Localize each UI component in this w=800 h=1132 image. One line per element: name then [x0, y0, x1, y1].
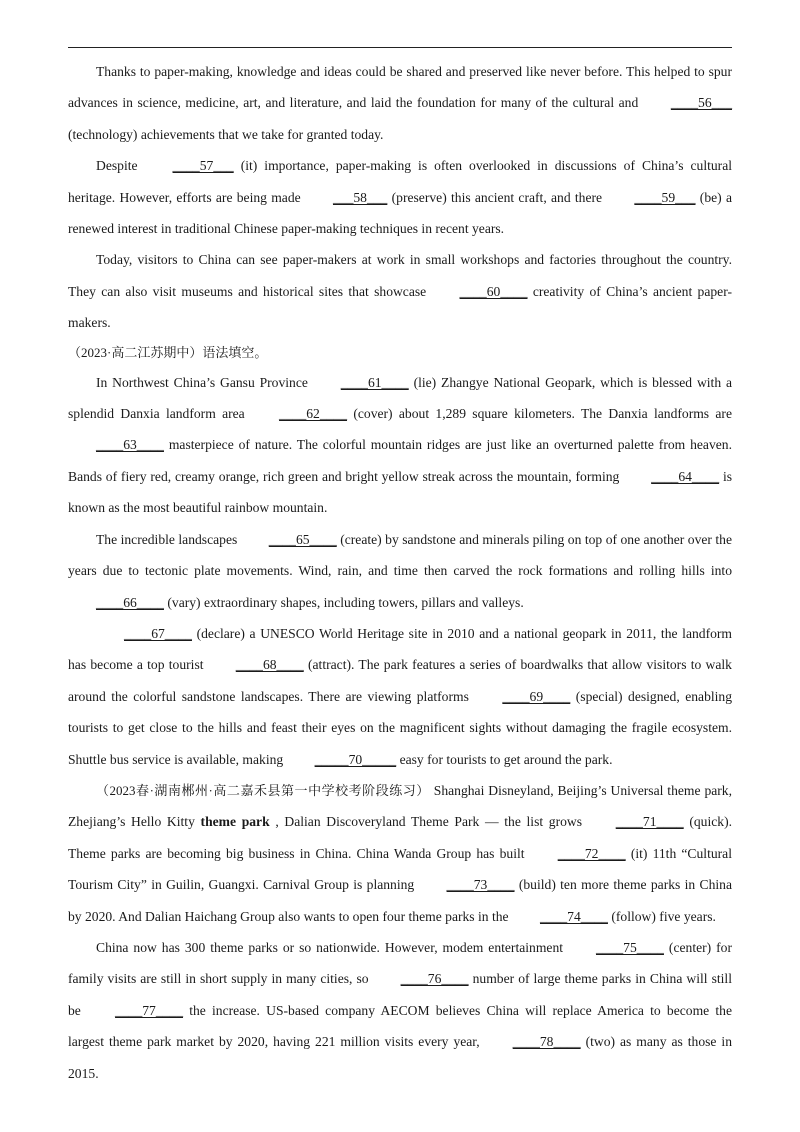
blank-56[interactable]: ____56___	[670, 95, 733, 111]
blank-60[interactable]: ____60____	[459, 283, 528, 299]
blank-67[interactable]: ____67____	[124, 625, 192, 641]
paragraph: The incredible landscapes ____65____ (create) by sandstone and minerals piling on top of one another over the years due to tectonic plate movements. Wind, rain, and time then carved the rock formations and rolling hills into ____66____ (vary) extraordinary shapes, including towers, pillars and valleys.	[68, 524, 732, 618]
paragraph: Despite ____57___ (it) importance, paper-making is often overlooked in discussions of China’s cultural heritage. However, efforts are being made ___58___ (preserve) this ancient craft, and there ____59___ (be) a renewed interest in traditional Chinese paper-making techniques in recent years.	[68, 150, 732, 244]
paragraph: Today, visitors to China can see paper-makers at work in small workshops and factories throughout the country. They can also visit museums and historical sites that showcase ____60____ creativity of China’s ancient paper-makers.	[68, 252, 732, 331]
blank-74[interactable]: ____74____	[539, 908, 608, 924]
blank-65[interactable]: ____65____	[268, 531, 337, 547]
blank-59[interactable]: ____59___	[634, 189, 696, 205]
blank-61[interactable]: ____61____	[340, 374, 409, 390]
blank-57[interactable]: ____57___	[172, 158, 234, 174]
blank-71[interactable]: ____71____	[615, 814, 684, 830]
paragraph: Thanks to paper-making, knowledge and ideas could be shared and preserved like never before. This helped to spur advances in science, medicine, art, and literature, and laid the foundation for many of the cultural and ____56___ (technology) achievements that we take for granted today.	[68, 64, 733, 142]
blank-72[interactable]: ____72____	[557, 845, 626, 861]
blank-62[interactable]: ____62____	[279, 406, 348, 422]
blank-76[interactable]: ____76____	[400, 971, 469, 987]
blank-64[interactable]: ____64____	[651, 468, 720, 484]
paragraph: （2023春·湖南郴州·高二嘉禾县第一中学校考阶段练习） Shanghai Disneyland, Beijing’s Universal theme park, Zhejiang’s Hello Kitty theme park , Dalian Discoveryland Theme Park — the list grows ____71____ (quick). Theme parks are becoming big business in China. China Wanda Group has built ____72____ (it) 11th “Cultural Tourism City” in Guilin, Guangxi. Carnival Group is planning ____73____ (build) ten more theme parks in China by 2020. And Dalian Haichang Group also wants to open four theme parks in the ____74____ (follow) five years.	[68, 775, 732, 932]
blank-66[interactable]: ____66____	[96, 594, 164, 610]
paragraph: ____67____ (declare) a UNESCO World Heritage site in 2010 and a national geopark in 2011, the landform has become a top tourist ____68____ (attract). The park features a series of boardwalks that allow visitors to walk around the colorful sandstone landscapes. There are viewing platforms ____69____ (special) designed, enabling tourists to get close to the hills and feast their eyes on the magnificent sights without damaging the fragile ecosystem. Shuttle bus service is available, making _____70_____ easy for tourists to get around the park.	[68, 618, 732, 775]
source-label: （2023·高二江苏期中）语法填空。	[68, 344, 268, 360]
blank-77[interactable]: ____77____	[115, 1002, 184, 1018]
blank-70[interactable]: _____70_____	[314, 751, 397, 767]
document-content	[68, 56, 732, 1089]
bold-phrase: theme park	[200, 814, 270, 830]
blank-73[interactable]: ____73____	[446, 877, 515, 893]
paragraph: In Northwest China’s Gansu Province ____61____ (lie) Zhangye National Geopark, which is blessed with a splendid Danxia landform area ____62____ (cover) about 1,289 square kilometers. The Danxia landforms are ____63____ masterpiece of nature. The colorful mountain ridges are just like an overturned palette from heaven. Bands of fiery red, creamy orange, rich green and bright yellow streak across the mountain, forming ____64____ is known as the most beautiful rainbow mountain.	[68, 367, 732, 524]
header-rule	[68, 47, 732, 48]
blank-78[interactable]: ____78____	[512, 1034, 581, 1050]
blank-68[interactable]: ____68____	[235, 657, 304, 673]
blank-69[interactable]: ____69____	[502, 688, 571, 704]
blank-58[interactable]: ___58___	[332, 189, 388, 205]
paragraph: China now has 300 theme parks or so nationwide. However, modem entertainment ____75____ (center) for family visits are still in short supply in many cities, so ____76____ number of large theme parks in China will still be ____77____ the increase. US-based company AECOM believes China will replace America to become the largest theme park market by 2020, having 221 million visits every year, ____78____ (two) as many as those in 2015.	[68, 932, 732, 1089]
blank-63[interactable]: ____63____	[96, 437, 164, 453]
source-label: （2023春·湖南郴州·高二嘉禾县第一中学校考阶段练习）	[96, 782, 430, 798]
blank-75[interactable]: ____75____	[595, 939, 664, 955]
